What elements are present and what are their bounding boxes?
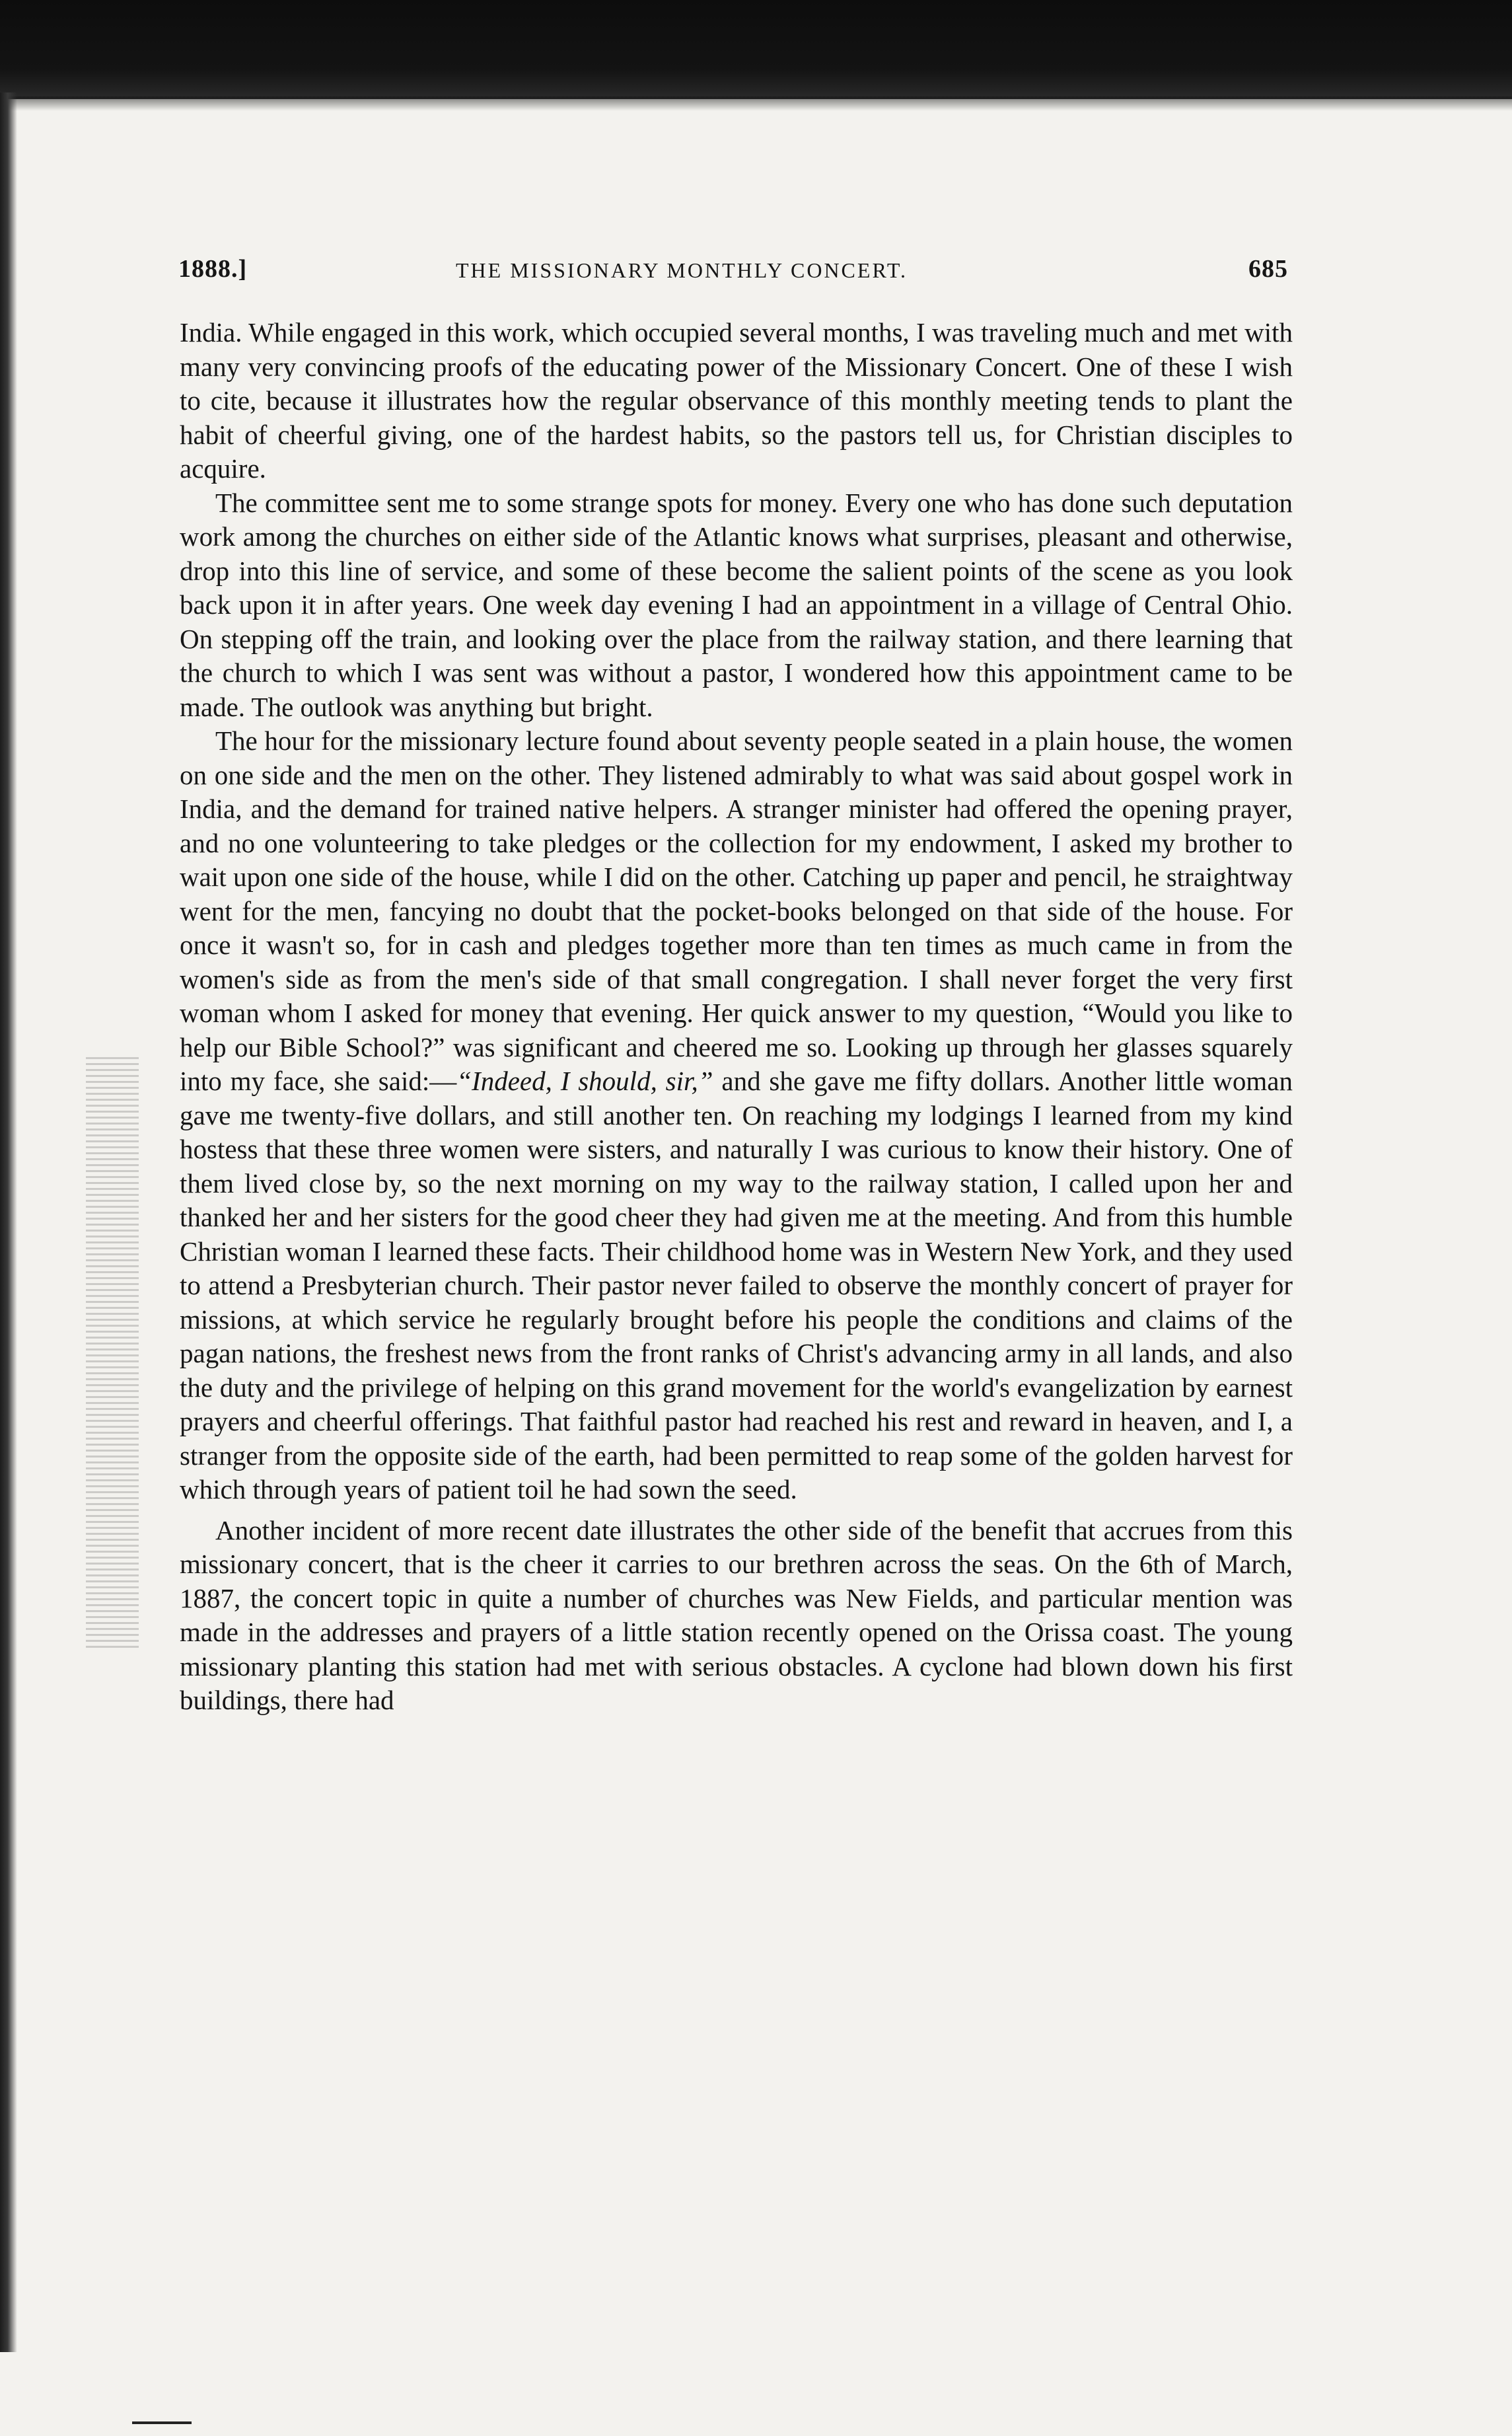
paragraph: India. While engaged in this work, which occupied several months, I was traveling much and met with many very convincing proofs of the educating power of the Missionary Concert. One of these I wish to cite, because it illustrates how the regular observance of this monthly meeting tends to plant the habit of cheerful giving, one of the hardest habits, so the pastors tell us, for Christian disciples to acquire. (180, 317, 1293, 484)
paragraph-text: and she gave me fifty dollars. Another little woman gave me twenty-five dollars, and still another ten. On reaching my lodgings I learned from my kind hostess that these three women were sisters, and naturally I was curious to know their history. One of them lived close by, so the next morning on my way to the railway station, I called upon her and thanked her and her sisters for the good cheer they had given me at the meeting. And from this humble Christian woman I learned these facts. Their childhood home was in Western New York, and they used to attend a Presbyterian church. Their pastor never failed to observe the monthly concert of prayer for missions, at which service he regularly brought before his people the conditions and claims of the pagan nations, the freshest news from the front ranks of Christ's advancing army in all lands, and also the duty and the privilege of helping on this grand movement for the world's evangelization by earnest prayers and cheerful offerings. That faithful pastor had reached his rest and reward in heaven, and I, a stranger from the opposite side of the earth, had been permitted to reap some of the golden harvest for which through years of patient toil he had sown the seed. (180, 1066, 1293, 1504)
paragraph: Another incident of more recent date illustrates the other side of the benefit that accrues from this missionary concert, that is the cheer it carries to our brethren across the seas. On the 6th of March, 1887, the concert topic in quite a number of churches was New Fields, and particular mention was made in the addresses and prayers of a little station recently opened on the Orissa coast. The young missionary planting this station had met with serious obstacles. A cyclone had blown down his first buildings, there had (180, 1514, 1293, 1715)
scan-top-border (0, 0, 1512, 99)
running-header (178, 254, 1288, 294)
scan-left-edge (0, 92, 17, 2352)
paragraph: The committee sent me to some strange spots for money. Every one who has done such deputation work among the churches on either side of the Atlantic knows what surprises, pleasant and otherwise, drop into this line of service, and some of these become the salient points of the scene as you look back upon it in after years. One week day evening I had an appointment in a village of Central Ohio. On stepping off the train, and looking over the place from the railway station, and there learning that the church to which I was sent was without a pastor, I wondered how this appointment came to be made. The outlook was anything but bright. (180, 487, 1293, 722)
header-title: THE MISSIONARY MONTHLY CONCERT. (456, 258, 908, 282)
binding-shadow (86, 1057, 139, 1652)
paragraph (180, 724, 1293, 1507)
italic-quote: “Indeed, I should, sir,” (456, 1066, 713, 1096)
body-text (180, 316, 1293, 1718)
page-number: 685 (1248, 255, 1288, 283)
scan-bottom-mark (132, 2421, 192, 2424)
header-year: 1888.] (178, 255, 248, 283)
paragraph-text: The hour for the missionary lecture found about seventy people seated in a plain house, the women on one side and the men on the other. They listened admirably to what was said about gospel work in India, and the demand for trained native helpers. A stranger minister had offered the opening prayer, and no one volunteering to take pledges or the collection for my endowment, I asked my brother to wait upon one side of the house, while I did on the other. Catching up paper and pencil, he straightway went for the men, fancying no doubt that the pocket-books belonged on that side of the house. For once it wasn't so, for in cash and pledges together more than ten times as much came in from the women's side as from the men's side of that small congregation. I shall never forget the very first woman whom I asked for money that evening. Her quick answer to my question, “Would you like to help our Bible School?” was significant and cheered me so. Looking up through her glasses squarely into my face, she said:— (180, 725, 1293, 1096)
